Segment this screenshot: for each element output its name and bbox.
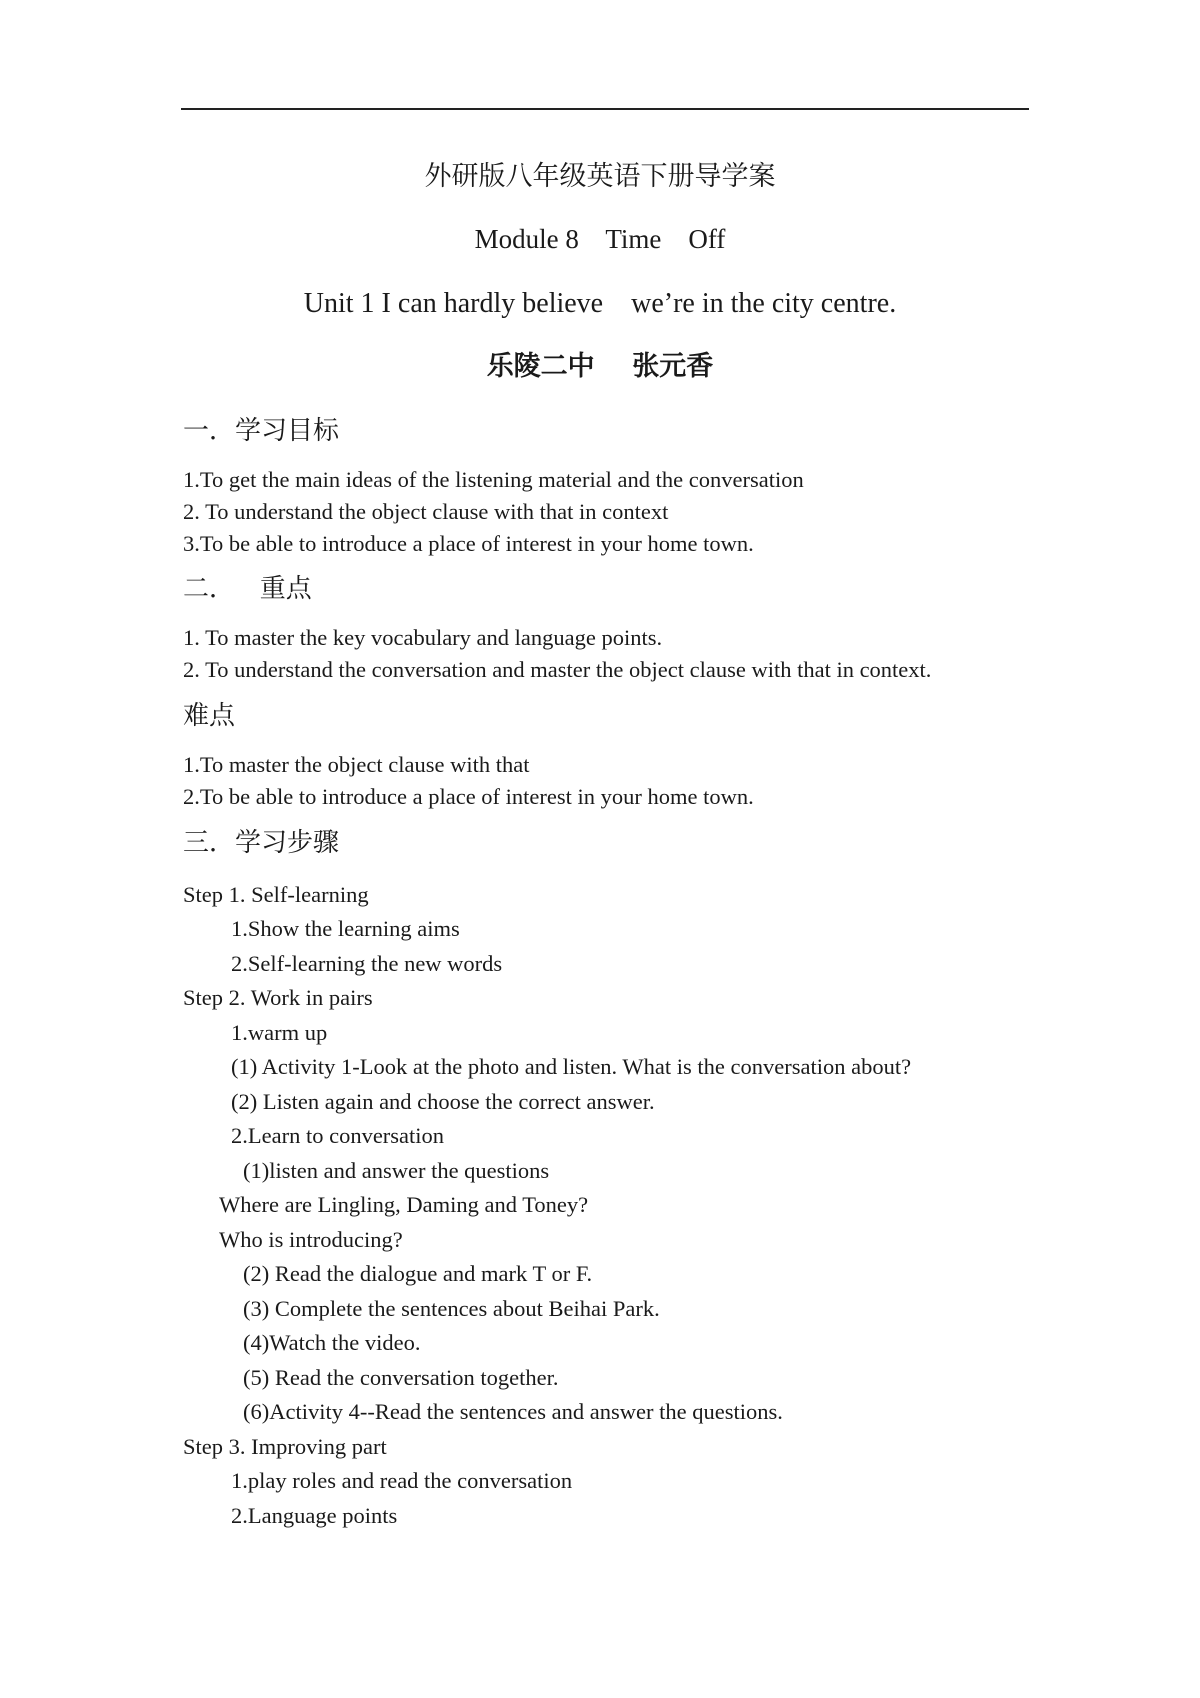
step2-listen: (1)listen and answer the questions — [243, 1158, 550, 1183]
difficulty-item: 1.To master the object clause with that — [183, 752, 530, 777]
step2-question: Where are Lingling, Daming and Toney? — [219, 1192, 589, 1217]
step1-item: 1.Show the learning aims — [231, 916, 460, 941]
unit-title: Unit 1 I can hardly believe we’re in the city centre. — [303, 288, 897, 319]
author-line: 乐陵二中 张元香 — [486, 351, 714, 382]
step2-learn: 2.Learn to conversation — [231, 1123, 445, 1148]
step2-item: (6)Activity 4--Read the sentences and answer the questions. — [243, 1399, 783, 1424]
step2-warm-item: (1) Activity 1-Look at the photo and listen. What is the conversation about? — [231, 1054, 912, 1079]
step2-item: (5) Read the conversation together. — [243, 1365, 559, 1390]
step1-title: Step 1. Self-learning — [183, 882, 369, 907]
objective-item: 3.To be able to introduce a place of interest in your home town. — [183, 531, 754, 556]
key-point-item: 1. To master the key vocabulary and language points. — [183, 625, 663, 650]
objectives-heading: 一．学习目标 — [183, 416, 340, 446]
objective-item: 1.To get the main ideas of the listening material and the conversation — [183, 467, 804, 492]
module-title: Module 8 Time Off — [474, 224, 726, 254]
difficulties-heading: 难点 — [183, 701, 236, 731]
step3-item: 1.play roles and read the conversation — [231, 1468, 573, 1493]
steps-heading: 三．学习步骤 — [183, 828, 340, 858]
top-rule — [181, 108, 1029, 110]
step2-item: (3) Complete the sentences about Beihai Park. — [243, 1296, 660, 1321]
step2-warm-up: 1.warm up — [231, 1020, 328, 1045]
step3-item: 2.Language points — [231, 1503, 398, 1528]
step2-item: (4)Watch the video. — [243, 1330, 421, 1355]
key-point-item: 2. To understand the conversation and master the object clause with that in context. — [183, 657, 932, 682]
step2-title: Step 2. Work in pairs — [183, 985, 373, 1010]
objective-item: 2. To understand the object clause with that in context — [183, 499, 669, 524]
difficulty-item: 2.To be able to introduce a place of interest in your home town. — [183, 784, 754, 809]
step2-warm-item: (2) Listen again and choose the correct answer. — [231, 1089, 655, 1114]
key-points-heading: 二． 重点 — [183, 574, 312, 604]
step3-title: Step 3. Improving part — [183, 1434, 387, 1459]
step2-item: (2) Read the dialogue and mark T or F. — [243, 1261, 593, 1286]
document-title: 外研版八年级英语下册导学案 — [424, 161, 776, 192]
step2-question: Who is introducing? — [219, 1227, 403, 1252]
step1-item: 2.Self-learning the new words — [231, 951, 503, 976]
